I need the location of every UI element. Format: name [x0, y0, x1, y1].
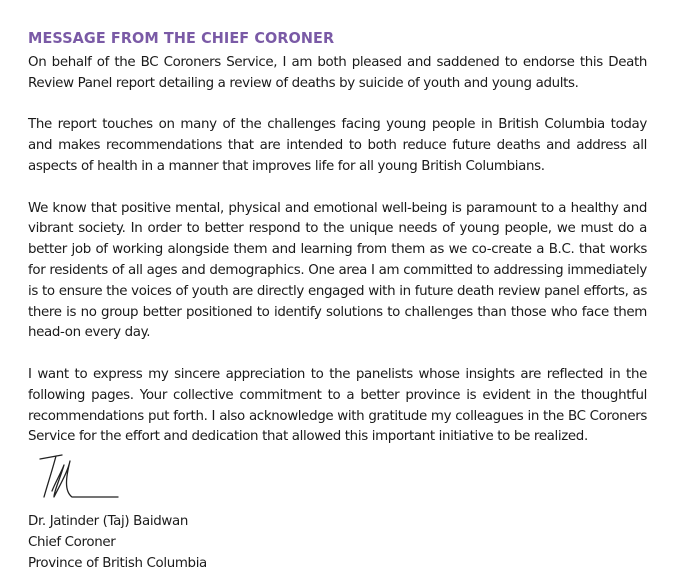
- paragraph-1: On behalf of the BC Coroners Service, I am both pleased and saddened to endorse this Death Review Panel report detailing a review of deaths by suicide of youth and young adults.: [28, 55, 647, 91]
- paragraph-3: We know that positive mental, physical and emotional well-being is paramount to a healthy and vibrant society. In order to better respond to the unique needs of young people, we must do a better job of working alongside them and learning from them as we co-create a B.C. that works for residents of all ages and demographics. One area I am committed to addressing immediately is to ensure the voices of youth are directly engaged with in future death review panel efforts, as there is no group better positioned to identify solutions to challenges than those who face them head-on every day.: [28, 200, 647, 341]
- page-title: MESSAGE FROM THE CHIEF CORONER: [28, 29, 335, 47]
- paragraph-4: I want to express my sincere appreciation to the panelists whose insights are reflected in the following pages. Your collective commitment to a better province is evident in the thoughtful recommendations put forth. I also acknowledge with gratitude my colleagues in the BC Coroners Service for the effort and dedication that allowed this important initiative to be realized.: [28, 366, 647, 445]
- paragraph-2: The report touches on many of the challenges facing young people in British Columbia today and makes recommendations that are intended to both reduce future deaths and address all aspects of health in a manner that improves life for all young British Columbians.: [28, 117, 647, 174]
- document-page: [28, 29, 647, 571]
- signature-block: [28, 511, 207, 574]
- signatory-title: Chief Coroner: [28, 535, 116, 550]
- signatory-organization: Province of British Columbia: [28, 556, 207, 571]
- signatory-name: Dr. Jatinder (Taj) Baidwan: [28, 514, 188, 529]
- signature-image: [32, 451, 122, 511]
